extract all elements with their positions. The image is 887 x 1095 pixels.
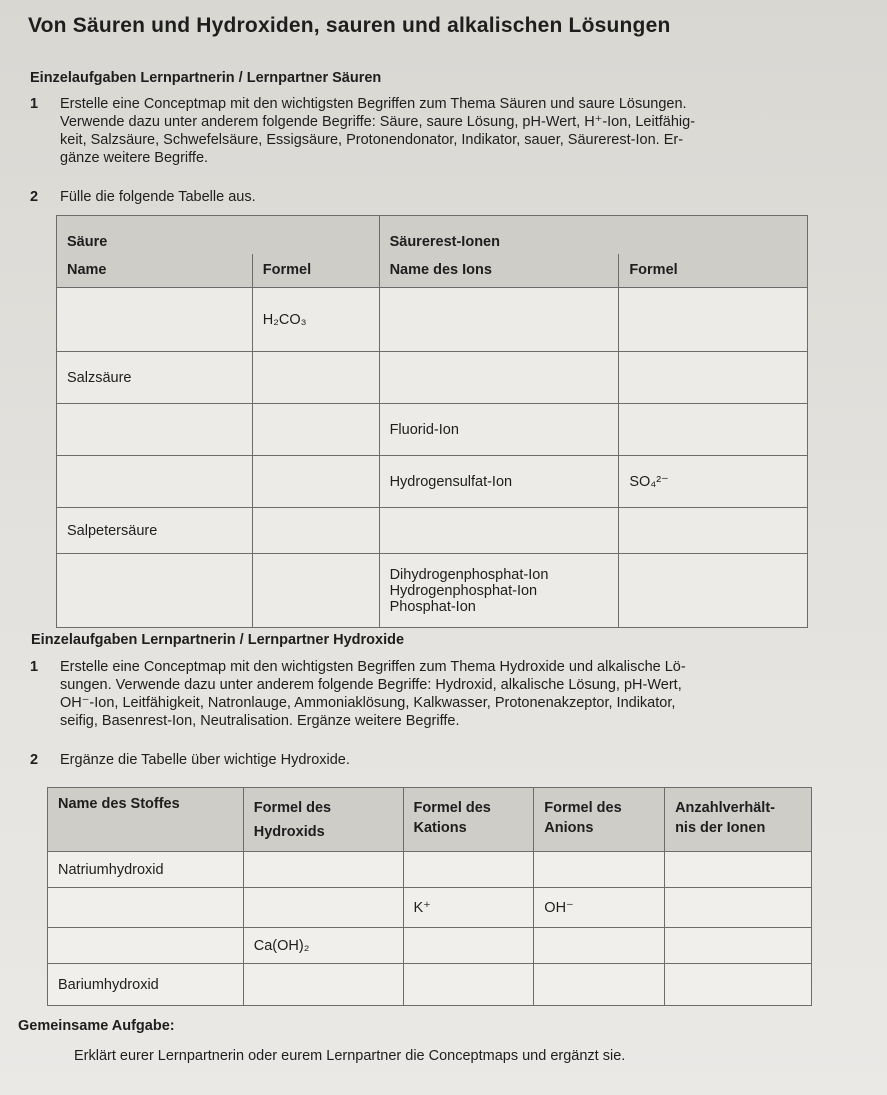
table-cell[interactable] bbox=[252, 508, 379, 554]
table-cell[interactable] bbox=[48, 888, 244, 928]
acids-task-1-line: gänze weitere Begriffe. bbox=[60, 150, 209, 166]
hydroxides-task-1-line: Erstelle eine Conceptmap mit den wichtigsten Begriffen zum Thema Hydroxide und alkalische Lö- bbox=[60, 659, 686, 675]
table-row bbox=[57, 404, 808, 456]
table-cell[interactable]: Fluorid-Ion bbox=[379, 404, 619, 456]
table-cell[interactable] bbox=[403, 928, 534, 964]
table-cell[interactable] bbox=[252, 404, 379, 456]
header-line: Formel des bbox=[544, 800, 622, 816]
header-line: Formel des bbox=[413, 800, 491, 816]
table-cell[interactable] bbox=[243, 964, 403, 1006]
phosphate-ion-name: Phosphat-Ion bbox=[389, 598, 476, 615]
col-header-ion-name: Name des Ions bbox=[379, 254, 619, 288]
common-task-heading: Gemeinsame Aufgabe: bbox=[18, 1018, 175, 1034]
table-cell[interactable]: Ca(OH)₂ bbox=[243, 928, 403, 964]
phosphate-ion-name: Hydrogenphosphat-Ion bbox=[389, 582, 538, 599]
table-cell[interactable] bbox=[619, 288, 808, 352]
table-cell[interactable] bbox=[379, 554, 619, 628]
table-cell[interactable] bbox=[403, 852, 534, 888]
common-task-text: Erklärt eurer Lernpartnerin oder eurem Lernpartner die Conceptmaps und ergänzt sie. bbox=[74, 1048, 626, 1064]
table-cell[interactable] bbox=[665, 928, 812, 964]
header-line: Anzahlverhält- bbox=[675, 800, 775, 816]
col-header-cation-formula bbox=[403, 788, 534, 852]
col-header-substance bbox=[48, 788, 244, 852]
header-line: Anions bbox=[544, 820, 594, 836]
table-cell[interactable] bbox=[534, 928, 665, 964]
col-header-formula: Formel bbox=[252, 254, 379, 288]
table-cell[interactable]: K⁺ bbox=[403, 888, 534, 928]
table-cell[interactable] bbox=[243, 888, 403, 928]
col-header-name: Name bbox=[57, 254, 253, 288]
page-title: Von Säuren und Hydroxiden, sauren und alkalischen Lösungen bbox=[28, 14, 671, 37]
table-cell[interactable]: Natriumhydroxid bbox=[48, 852, 244, 888]
table-cell[interactable] bbox=[57, 554, 253, 628]
table-cell[interactable] bbox=[379, 352, 619, 404]
table-cell[interactable] bbox=[48, 928, 244, 964]
table-row bbox=[48, 888, 812, 928]
table-row bbox=[57, 352, 808, 404]
acids-table bbox=[56, 215, 808, 628]
table-row bbox=[48, 964, 812, 1006]
hydroxides-task-2-text: Ergänze die Tabelle über wichtige Hydroxide. bbox=[60, 752, 350, 768]
acids-task-1 bbox=[30, 95, 830, 175]
table-cell[interactable] bbox=[57, 456, 253, 508]
table-cell[interactable]: SO₄²⁻ bbox=[619, 456, 808, 508]
table-cell[interactable] bbox=[252, 352, 379, 404]
header-line: Formel des bbox=[253, 800, 332, 816]
header-line: Kations bbox=[413, 820, 467, 836]
table-cell[interactable] bbox=[252, 456, 379, 508]
table-cell[interactable] bbox=[534, 852, 665, 888]
table-cell[interactable] bbox=[534, 964, 665, 1006]
hydroxides-task-2 bbox=[30, 751, 530, 771]
table-cell[interactable] bbox=[379, 288, 619, 352]
table-cell[interactable] bbox=[619, 404, 808, 456]
acids-task-2-text: Fülle die folgende Tabelle aus. bbox=[60, 189, 256, 205]
hydroxides-task-1-line: sungen. Verwende dazu unter anderem folgende Begriffe: Hydroxid, alkalische Lösung, pH-Wert, bbox=[60, 677, 682, 693]
table-row bbox=[57, 456, 808, 508]
col-header-anion-formula bbox=[534, 788, 665, 852]
table-cell[interactable]: Salzsäure bbox=[57, 352, 253, 404]
hydroxides-task-1 bbox=[30, 658, 830, 738]
acids-task-1-number: 1 bbox=[30, 96, 39, 112]
table-cell[interactable] bbox=[665, 888, 812, 928]
header-line: Hydroxids bbox=[253, 824, 325, 840]
table-cell[interactable]: H₂CO₃ bbox=[252, 288, 379, 352]
acid-group-header: Säure bbox=[57, 216, 380, 254]
table-cell[interactable]: Bariumhydroxid bbox=[48, 964, 244, 1006]
col-header-ion-ratio bbox=[665, 788, 812, 852]
acids-task-1-line: Erstelle eine Conceptmap mit den wichtigsten Begriffen zum Thema Säuren und saure Lösungen. bbox=[60, 96, 687, 112]
table-cell[interactable] bbox=[57, 404, 253, 456]
table-cell[interactable] bbox=[403, 964, 534, 1006]
hydroxides-section-heading: Einzelaufgaben Lernpartnerin / Lernpartner Hydroxide bbox=[31, 632, 405, 648]
hydroxides-table bbox=[47, 787, 812, 1006]
table-cell[interactable] bbox=[665, 964, 812, 1006]
acids-section-heading: Einzelaufgaben Lernpartnerin / Lernpartner Säuren bbox=[30, 70, 382, 86]
phosphate-ion-name: Dihydrogenphosphat-Ion bbox=[389, 566, 549, 583]
acids-task-1-line: Verwende dazu unter anderem folgende Begriffe: Säure, saure Lösung, pH-Wert, H⁺-Ion, Leitfähig- bbox=[60, 114, 696, 130]
table-cell[interactable] bbox=[619, 352, 808, 404]
hydroxides-task-2-number: 2 bbox=[30, 752, 39, 768]
table-row bbox=[48, 928, 812, 964]
col-header-ion-formula: Formel bbox=[619, 254, 808, 288]
table-cell[interactable] bbox=[57, 288, 253, 352]
table-cell[interactable] bbox=[252, 554, 379, 628]
table-row bbox=[57, 554, 808, 628]
table-row bbox=[48, 852, 812, 888]
acids-task-1-line: keit, Salzsäure, Schwefelsäure, Essigsäure, Protonendonator, Indikator, sauer, Säurerest-Ion. Er- bbox=[60, 132, 684, 148]
acid-residue-group-header: Säurerest-Ionen bbox=[379, 216, 807, 254]
table-cell[interactable]: Salpetersäure bbox=[57, 508, 253, 554]
hydroxides-task-1-number: 1 bbox=[30, 659, 39, 675]
table-row bbox=[57, 288, 808, 352]
header-line: nis der Ionen bbox=[675, 820, 766, 836]
table-cell[interactable] bbox=[619, 554, 808, 628]
table-cell[interactable] bbox=[665, 852, 812, 888]
hydroxides-task-1-line: seifig, Basenrest-Ion, Neutralisation. Ergänze weitere Begriffe. bbox=[60, 713, 460, 729]
table-cell[interactable] bbox=[619, 508, 808, 554]
table-cell[interactable]: OH⁻ bbox=[534, 888, 665, 928]
acids-task-2-number: 2 bbox=[30, 189, 39, 205]
table-row bbox=[57, 508, 808, 554]
table-cell[interactable]: Hydrogensulfat-Ion bbox=[379, 456, 619, 508]
acids-task-2 bbox=[30, 188, 530, 208]
col-header-hydroxide-formula bbox=[243, 788, 403, 852]
table-cell[interactable] bbox=[379, 508, 619, 554]
header-line: Name des Stoffes bbox=[58, 796, 180, 812]
table-cell[interactable] bbox=[243, 852, 403, 888]
hydroxides-task-1-line: OH⁻-Ion, Leitfähigkeit, Natronlauge, Ammoniaklösung, Kalkwasser, Protonenakzeptor, Indikator, bbox=[60, 695, 676, 711]
